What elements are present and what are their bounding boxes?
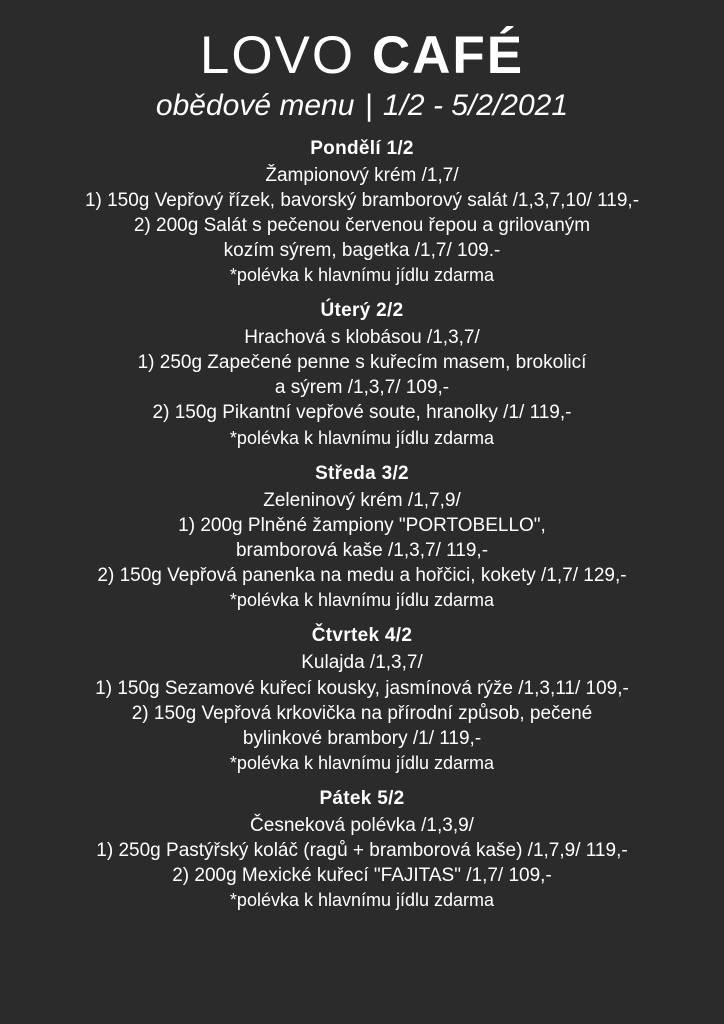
menu-line: Česneková polévka /1,3,9/ — [250, 815, 474, 837]
soup-note: *polévka k hlavnímu jídlu zdarma — [229, 590, 495, 611]
soup-note: *polévka k hlavnímu jídlu zdarma — [229, 752, 495, 773]
menu-line: 1) 200g Plněné žampiony "PORTOBELLO", — [178, 514, 546, 536]
day-title: Úterý 2/2 — [320, 300, 404, 322]
day-section-friday — [16, 788, 708, 913]
day-title: Pondělí 1/2 — [310, 137, 414, 159]
subtitle-date-range: 1/2 - 5/2/2021 — [382, 88, 569, 122]
brand-name-part1: LOVO — [199, 26, 356, 85]
menu-line: bramborová kaše /1,3,7/ 119,- — [235, 540, 489, 562]
day-section-thursday — [16, 625, 708, 775]
day-section-monday — [16, 138, 708, 288]
day-title: Pátek 5/2 — [319, 788, 405, 810]
menu-line: 1) 250g Zapečené penne s kuřecím masem, brokolicí — [137, 352, 587, 374]
menu-line: Kulajda /1,3,7/ — [301, 652, 423, 674]
menu-line: a sýrem /1,3,7/ 109,- — [274, 377, 450, 399]
menu-line: 2) 150g Pikantní vepřové soute, hranolky /1/ 119,- — [152, 402, 572, 424]
menu-line: 2) 200g Salát s pečenou červenou řepou a grilovaným — [133, 214, 591, 236]
menu-line: 2) 150g Vepřová panenka na medu a hořčici, kokety /1,7/ 129,- — [97, 565, 627, 587]
day-title: Středa 3/2 — [315, 462, 409, 484]
day-title: Čtvrtek 4/2 — [311, 625, 413, 647]
brand-name-part2: CAFÉ — [371, 26, 525, 85]
page-title — [200, 28, 524, 84]
menu-line: Hrachová s klobásou /1,3,7/ — [244, 327, 480, 349]
day-section-wednesday — [16, 463, 708, 613]
page-subtitle — [156, 88, 568, 124]
menu-line: 2) 150g Vepřová krkovička na přírodní způsob, pečené — [131, 702, 593, 724]
menu-line: 1) 250g Pastýřský koláč (ragů + bramborová kaše) /1,7,9/ 119,- — [96, 840, 628, 862]
menu-line: 2) 200g Mexické kuřecí "FAJITAS" /1,7/ 109,- — [172, 865, 552, 887]
soup-note: *polévka k hlavnímu jídlu zdarma — [229, 264, 495, 285]
menu-line: 1) 150g Vepřový řízek, bavorský bramborový salát /1,3,7,10/ 119,- — [84, 189, 640, 211]
day-section-tuesday — [16, 300, 708, 450]
subtitle-label: obědové menu — [155, 88, 355, 122]
menu-line: bylinkové brambory /1/ 119,- — [242, 727, 482, 749]
soup-note: *polévka k hlavnímu jídlu zdarma — [229, 890, 495, 911]
subtitle-separator: | — [364, 88, 373, 122]
menu-line: kozím sýrem, bagetka /1,7/ 109.- — [223, 239, 501, 261]
soup-note: *polévka k hlavnímu jídlu zdarma — [229, 427, 495, 448]
menu-line: Žampionový krém /1,7/ — [265, 164, 459, 186]
menu-line: Zeleninový krém /1,7,9/ — [263, 489, 461, 511]
menu-line: 1) 150g Sezamové kuřecí kousky, jasmínová rýže /1,3,11/ 109,- — [95, 677, 629, 699]
